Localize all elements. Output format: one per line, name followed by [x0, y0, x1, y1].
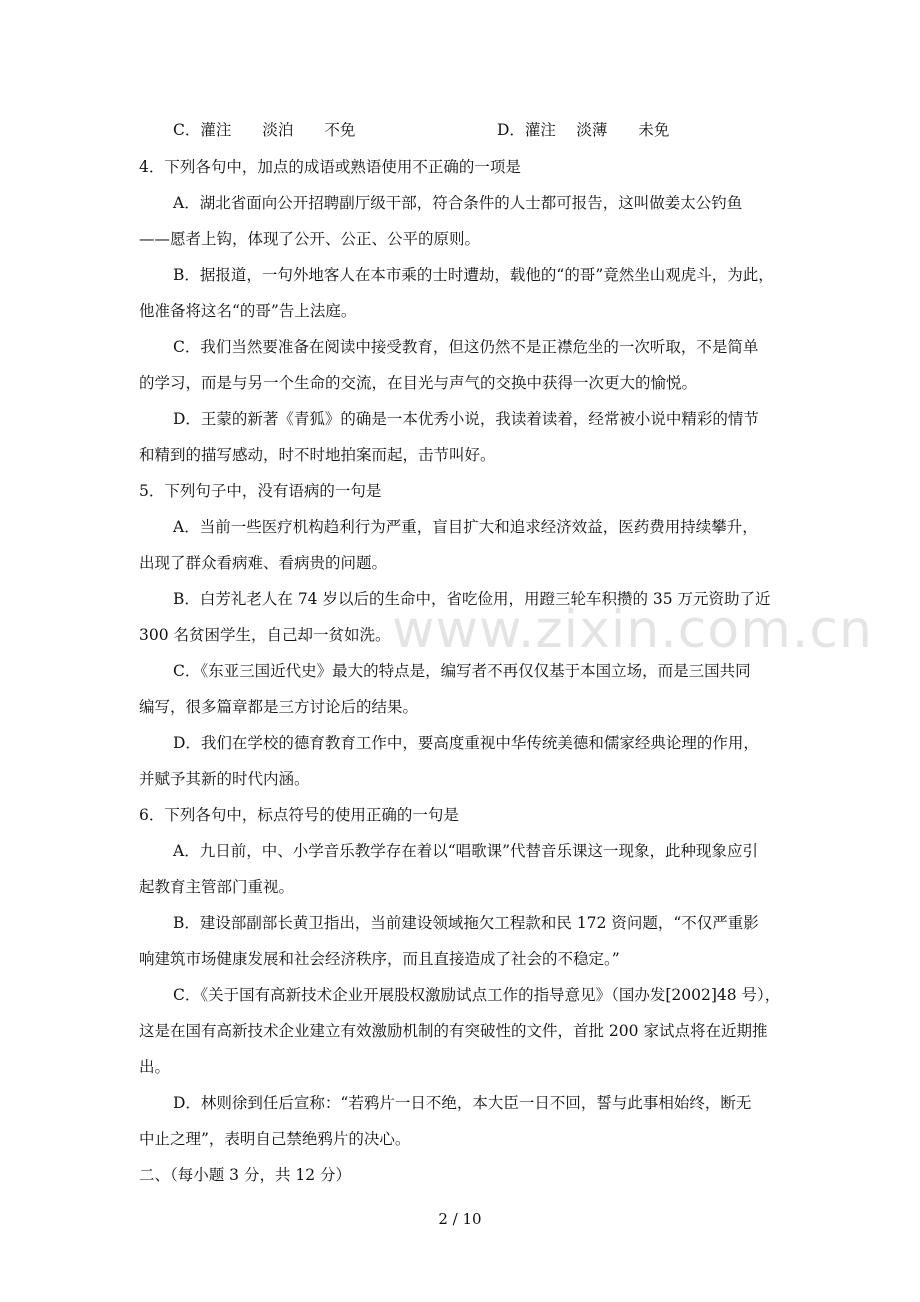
q4-option-b-line1: B．据报道，一句外地客人在本市乘的士时遭劫，载他的“的哥”竟然坐山观虎斗，为此，: [173, 266, 774, 284]
q6-option-a-line1: A．九日前，中、小学音乐教学存在着以“唱歌课”代替音乐课这一现象，此种现象应引: [173, 842, 759, 860]
q4-option-d-line2: 和精到的描写感动，时不时地拍案而起，击节叫好。: [139, 446, 496, 464]
q5-option-b-line1: B．白芳礼老人在 74 岁以后的生命中，省吃俭用，用蹬三轮车积攒的 35 万元资助了近: [173, 590, 771, 608]
q4-option-d-line1: D．王蒙的新著《青狐》的确是一本优秀小说，我读着读着，经常被小说中精彩的情节: [173, 410, 759, 428]
q5-option-a-line1: A．当前一些医疗机构趋利行为严重，盲目扩大和追求经济效益，医药费用持续攀升，: [173, 518, 758, 536]
q4-stem: 4．下列各句中，加点的成语或熟语使用不正确的一项是: [139, 158, 521, 176]
watermark: www.zixin.com.cn: [392, 600, 873, 660]
q4-option-c-line2: 的学习，而是与另一个生命的交流，在目光与声气的交换中获得一次更大的愉悦。: [139, 374, 698, 392]
q4-option-a-line2: ——愿者上钩，体现了公开、公正、公平的原则。: [139, 230, 481, 248]
q4-option-b-line2: 他准备将这名“的哥”告上法庭。: [139, 302, 357, 320]
q3-option-d: D．灌注 淡薄 未免: [497, 121, 670, 139]
q5-option-d-line1: D．我们在学校的德育教育工作中，要高度重视中华传统美德和儒家经典论理的作用，: [173, 734, 759, 752]
q6-option-b-line1: B．建设部副部长黄卫指出，当前建设领域拖欠工程款和民 172 资问题，“不仅严重影: [173, 914, 759, 932]
q4-option-a-line1: A．湖北省面向公开招聘副厅级干部，符合条件的人士都可报告，这叫做姜太公钓鱼: [173, 194, 743, 212]
q4-option-c-line1: C．我们当然要准备在阅读中接受教育，但这仍然不是正襟危坐的一次听取，不是简单: [173, 338, 759, 356]
q6-option-b-line2: 响建筑市场健康发展和社会经济秩序，而且直接造成了社会的不稳定。”: [139, 950, 620, 968]
q5-option-d-line2: 并赋予其新的时代内涵。: [139, 770, 310, 788]
section-2-heading: 二、（每小题 3 分，共 12 分）: [139, 1166, 352, 1184]
q5-option-c-line2: 编写，很多篇章都是三方讨论后的结果。: [139, 698, 419, 716]
q6-stem: 6．下列各句中，标点符号的使用正确的一句是: [139, 806, 459, 824]
q5-stem: 5．下列句子中，没有语病的一句是: [139, 482, 382, 500]
q6-option-c-line2: 这是在国有高新技术企业建立有效激励机制的有突破性的文件，首批 200 家试点将在近期推: [139, 1022, 768, 1040]
q6-option-d-line1: D．林则徐到任后宣称：“若鸦片一日不绝，本大臣一日不回，誓与此事相始终，断无: [173, 1094, 752, 1112]
q3-option-c: C．灌注 淡泊 不免: [173, 121, 356, 139]
q6-option-c-line3: 出。: [139, 1058, 171, 1076]
q5-option-a-line2: 出现了群众看病难、看病贵的问题。: [139, 554, 388, 572]
page-number: 2 / 10: [438, 1210, 482, 1228]
q5-option-c-line1: C．《东亚三国近代史》最大的特点是，编写者不再仅仅基于本国立场，而是三国共同: [173, 662, 751, 680]
q6-option-a-line2: 起教育主管部门重视。: [139, 878, 295, 896]
q6-option-c-line1: C．《关于国有高新技术企业开展股权激励试点工作的指导意见》（国办发[2002]48 号），: [173, 986, 781, 1004]
q6-option-d-line2: 中止之理”，表明自己禁绝鸦片的决心。: [139, 1130, 411, 1148]
q5-option-b-line2: 300 名贫困学生，自己却一贫如洗。: [139, 626, 391, 644]
